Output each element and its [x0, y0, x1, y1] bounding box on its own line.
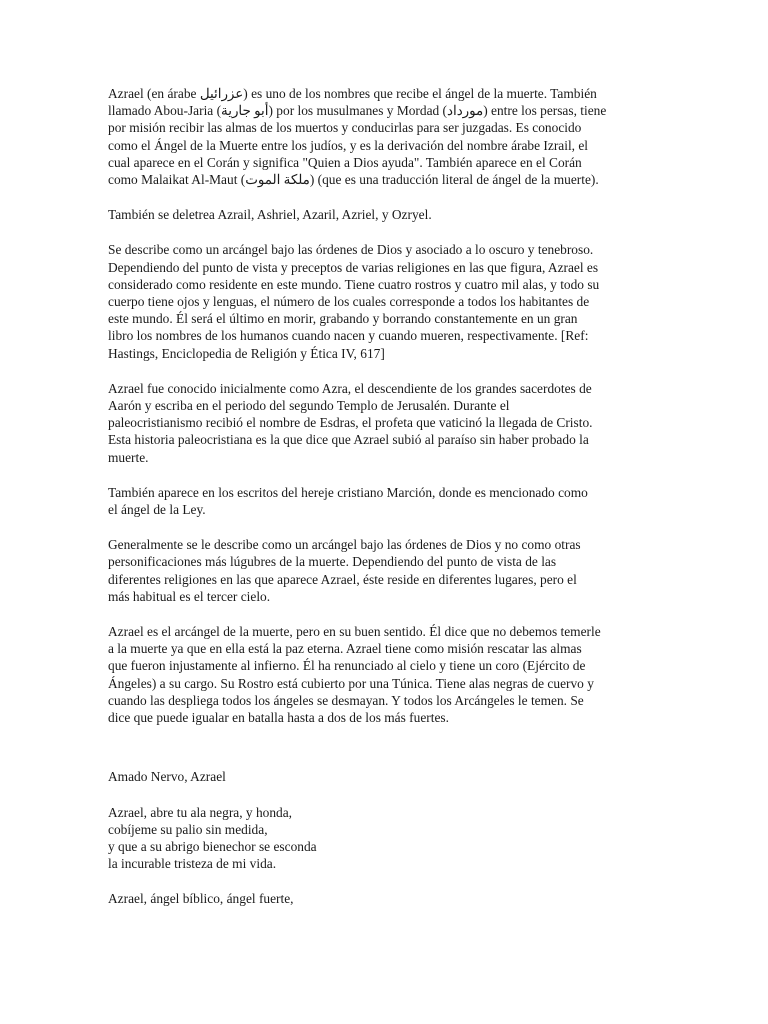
text-line: Ángeles) a su cargo. Su Rostro está cubierto por una Túnica. Tiene alas negras de cuervo y — [108, 675, 594, 691]
text-line: Se describe como un arcángel bajo las órdenes de Dios y asociado a lo oscuro y tenebroso. — [108, 242, 594, 258]
text-line: Hastings, Enciclopedia de Religión y Ética IV, 617] — [108, 345, 385, 361]
poem-line: Azrael, abre tu ala negra, y honda, — [108, 804, 293, 820]
text-line: También aparece en los escritos del hereje cristiano Marción, donde es mencionado como — [108, 484, 588, 500]
text-line: Dependiendo del punto de vista y preceptos de varias religiones en las que figura, Azrael es — [108, 259, 599, 275]
paragraph-history — [108, 380, 668, 466]
document-page — [108, 85, 668, 926]
text-line: considerado como residente en este mundo. Tiene cuatro rostros y cuatro mil alas, y todo su — [108, 276, 600, 292]
poem-line: la incurable tristeza de mi vida. — [108, 856, 277, 872]
poem-stanza — [108, 804, 668, 873]
text-line: libro los nombres de los humanos cuando nacen y cuando mueren, respectivamente. [Ref: — [108, 328, 589, 344]
poem-line: cobíjeme su palio sin medida, — [108, 821, 268, 837]
poem-line: y que a su abrigo bienechor se esconda — [108, 838, 317, 854]
text-line: Azrael (en árabe عزرائيل) es uno de los nombres que recibe el ángel de la muerte. También — [108, 86, 597, 101]
poem-line: Azrael, ángel bíblico, ángel fuerte, — [108, 891, 294, 907]
text-line: cuerpo tiene ojos y lenguas, el número de los cuales corresponde a todos los habitantes de — [108, 294, 590, 310]
text-line: diferentes religiones en las que aparece Azrael, éste reside en diferentes lugares, pero el — [108, 571, 577, 587]
text-line: como el Ángel de la Muerte entre los judíos, y es la derivación del nombre árabe Izrail, el — [108, 137, 589, 153]
paragraph-mission — [108, 623, 668, 726]
text-line: muerte. — [108, 449, 149, 465]
text-line: cual aparece en el Corán y significa "Quien a Dios ayuda". También aparece en el Corán — [108, 154, 582, 170]
text-line: personificaciones más lúgubres de la muerte. Dependiendo del punto de vista de las — [108, 554, 557, 570]
text-line: Azrael fue conocido inicialmente como Azra, el descendiente de los grandes sacerdotes de — [108, 380, 592, 396]
text-line: llamado Abou-Jaria (أبو جارية) por los musulmanes y Mordad (مورداد) entre los persas, tiene — [108, 103, 607, 119]
text-line: como Malaikat Al-Maut (ملكة الموت) (que es una traducción literal de ángel de la muerte). — [108, 172, 599, 188]
text-line: Esta historia paleocristiana es la que dice que Azrael subió al paraíso sin haber probado la — [108, 432, 589, 448]
text-line: el ángel de la Ley. — [108, 502, 206, 518]
paragraph-spellings — [108, 206, 668, 223]
paragraph-marcion — [108, 484, 668, 518]
text-line: También se deletrea Azrail, Ashriel, Azaril, Azriel, y Ozryel. — [108, 207, 432, 223]
text-line: por misión recibir las almas de los muertos y conducirlas para ser juzgadas. Es conocido — [108, 120, 582, 136]
poem-stanza — [108, 890, 668, 907]
paragraph-intro — [108, 85, 668, 188]
spacer — [108, 744, 668, 768]
text-line: que fueron injustamente al infierno. Él ha renunciado al cielo y tiene un coro (Ejército de — [108, 658, 586, 674]
text-line: a la muerte ya que en ella está la paz eterna. Azrael tiene como misión rescatar las almas — [108, 641, 582, 657]
text-line: más habitual es el tercer cielo. — [108, 588, 271, 604]
text-line: Aarón y escriba en el periodo del segundo Templo de Jerusalén. Durante el — [108, 398, 510, 414]
text-line: paleocristianismo recibió el nombre de Esdras, el profeta que vaticinó la llegada de Cristo. — [108, 415, 593, 431]
text-line: Generalmente se le describe como un arcángel bajo las órdenes de Dios y no como otras — [108, 537, 581, 553]
paragraph-description — [108, 241, 668, 361]
text-line: este mundo. Él será el último en morir, grabando y borrando constantemente en un gran — [108, 311, 578, 327]
poem-title: Amado Nervo, Azrael — [108, 769, 226, 785]
text-line: cuando las despliega todos los ángeles se desmayan. Y todos los Arcángeles le temen. Se — [108, 692, 584, 708]
text-line: dice que puede igualar en batalla hasta a dos de los más fuertes. — [108, 710, 449, 726]
paragraph-residence — [108, 536, 668, 605]
text-line: Azrael es el arcángel de la muerte, pero en su buen sentido. Él dice que no debemos temerle — [108, 624, 601, 640]
